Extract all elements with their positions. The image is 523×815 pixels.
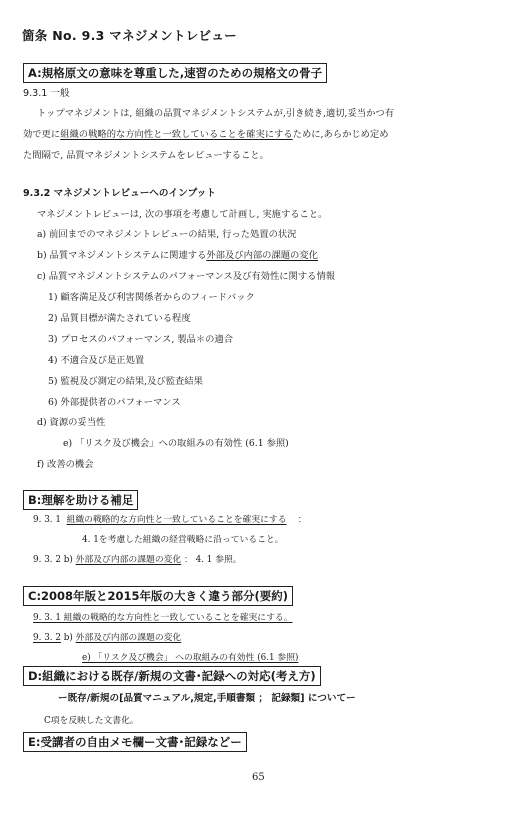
supplement-932 xyxy=(33,552,242,565)
supplement-931-note: 4. 1を考慮した組織の経営戦略に沿っていること。 xyxy=(82,535,284,545)
supplement-931-colon: ： xyxy=(297,515,307,525)
page-title: 箇条 No. 9.3 マネジメントレビュー xyxy=(22,28,237,43)
diff-932-underlined: 外部及び内部の課題の変化 xyxy=(75,633,182,643)
para1-line1: トップマネジメントは, 組織の品質マネジメントシステムが,引き続き,適切,妥当かつ有 xyxy=(37,108,394,119)
supplement-931-num: 9. 3. 1 xyxy=(33,515,61,525)
input-intro: マネジメントレビューは, 次の事項を考慮して計画し, 実施すること。 xyxy=(37,209,328,220)
diff-932-mid: b) xyxy=(60,633,76,643)
diff-931-underlined: 9. 3. 1 組織の戦略的な方向性と一致していることを確実にする。 xyxy=(33,613,293,623)
input-item-c5: 5) 監視及び測定の結果,及び監査結果 xyxy=(48,376,203,387)
section-b-heading: B:理解を助ける補足 xyxy=(23,490,138,510)
input-item-a: a) 前回までのマネジメントレビューの結果, 行った処置の状況 xyxy=(37,229,297,240)
diff-e-underlined: e) 「リスク及び機会」 への取組みの有効性 (6.1 参照) xyxy=(82,653,299,663)
input-item-b xyxy=(37,247,318,261)
input-item-b-underlined: 外部及び内部の課題の変化 xyxy=(206,250,318,261)
supplement-931 xyxy=(33,512,307,525)
diff-932 xyxy=(33,630,181,643)
input-item-c4: 4) 不適合及び是正処置 xyxy=(48,355,145,366)
clause-931-heading: 9.3.1 一般 xyxy=(23,88,70,99)
section-c-heading: C:2008年版と2015年版の大きく違う部分(要約) xyxy=(23,586,293,606)
supplement-932-pre: 9. 3. 2 b) xyxy=(33,555,73,565)
input-item-c6: 6) 外部提供者のパフォーマンス xyxy=(48,397,181,408)
diff-932-num: 9. 3. 2 xyxy=(33,633,61,643)
section-d-heading: D:組織における既存/新規の文書･記録への対応(考え方) xyxy=(23,666,321,686)
section-e-heading: E:受講者の自由メモ欄ー文書･記録などー xyxy=(23,732,247,752)
input-item-d: d) 資源の妥当性 xyxy=(37,417,106,428)
supplement-932-underlined: 外部及び内部の課題の変化 xyxy=(75,555,182,565)
input-item-e: e) 「リスク及び機会」への取組みの有効性 (6.1 参照) xyxy=(63,438,289,449)
section-d-subtitle: ー既存/新規の[品質マニュアル,規定,手順書類 ； 記録類] についてー xyxy=(58,693,356,704)
section-a-heading: A:規格原文の意味を尊重した,速習のための規格文の骨子 xyxy=(23,63,327,83)
supplement-932-post: ： 4. 1 参照。 xyxy=(181,555,242,565)
diff-931 xyxy=(33,610,293,623)
page-number: 65 xyxy=(252,772,265,783)
diff-e xyxy=(82,650,298,663)
section-d-note: C項を反映した文書化。 xyxy=(44,716,139,726)
para1-line3: た間隔で, 品質マネジメントシステムをレビューすること。 xyxy=(23,150,269,161)
clause-932-heading: 9.3.2 マネジメントレビューへのインプット xyxy=(23,188,216,199)
input-item-c1: 1) 顧客満足及び利害関係者からのフィードバック xyxy=(48,292,255,303)
input-item-c3: 3) プロセスのパフォーマンス, 製品＊の適合 xyxy=(48,334,234,345)
input-item-c2: 2) 品質目標が満たされている程度 xyxy=(48,313,191,324)
para1-line2-underlined: 組織の戦略的な方向性と一致していることを確実にする xyxy=(60,129,293,140)
input-item-b-pre: b) 品質マネジメントシステムに関連する xyxy=(37,250,207,261)
para1-line2 xyxy=(23,126,389,140)
input-item-f: f) 改善の機会 xyxy=(37,459,94,470)
input-item-c: c) 品質マネジメントシステムのパフォーマンス及び有効性に関する情報 xyxy=(37,271,336,282)
supplement-931-underlined: 組織の戦略的な方向性と一致していることを確実にする xyxy=(66,515,287,525)
para1-line2-post: ために,あらかじめ定め xyxy=(292,129,389,140)
para1-line2-pre: 効で更に xyxy=(23,129,61,140)
